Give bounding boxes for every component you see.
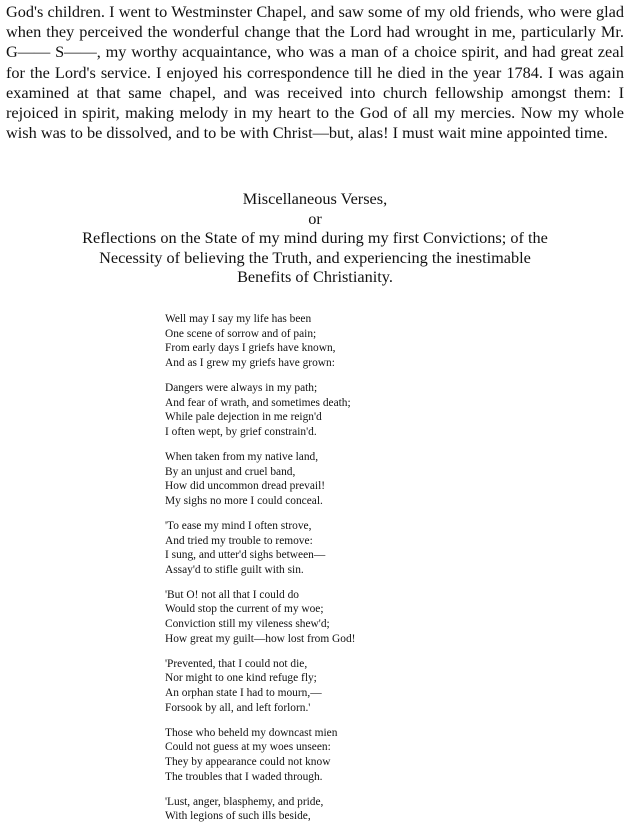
verse-line: My sighs no more I could conceal. (165, 494, 323, 507)
verse-line: Those who beheld my downcast mien (165, 726, 338, 739)
verse-line: Would stop the current of my woe; (165, 603, 324, 616)
verse-line: 'But O! not all that I could do (165, 588, 299, 601)
verse-line: By an unjust and cruel band, (165, 465, 296, 478)
verse-line: I often wept, by grief constrain'd. (165, 425, 317, 438)
verse-line: And fear of wrath, and sometimes death; (165, 396, 351, 409)
verse-line: And as I grew my griefs have grown: (165, 356, 335, 369)
verse-line: From early days I griefs have known, (165, 342, 336, 355)
verse-line: One scene of sorrow and of pain; (165, 327, 317, 340)
prose-paragraph: God's children. I went to Westminster Chapel, and saw some of my old friends, who were glad when they perceived the wonderful change that the Lord had wrought in me, particularly Mr. G—— S——, my worthy acquaintance, who was a man of a choice spirit, and had great zeal for the Lord's service. I enjoyed his correspondence till he died in the year 1784. I was again examined at that same chapel, and was received into church fellowship amongst them: I rejoiced in spirit, making melody in my heart to the God of all my mercies. Now my whole wish was to be dissolved, and to be with Christ—but, alas! I must wait mine appointed time. (6, 2, 624, 143)
verse-line: Conviction still my vileness shew'd; (165, 618, 330, 631)
heading-connector: or (308, 208, 322, 228)
verse-line: 'Prevented, that I could not die, (165, 657, 308, 670)
poem (165, 312, 545, 835)
verse-line: Assay'd to stifle guilt with sin. (165, 563, 304, 576)
verse-line: I sung, and utter'd sighs between— (165, 549, 326, 562)
verse-line: How great my guilt—how lost from God! (165, 632, 356, 645)
poem-stanza (165, 726, 545, 784)
verse-line: Nor might to one kind refuge fly; (165, 672, 317, 685)
verse-line: The troubles that I waded through. (165, 770, 323, 783)
heading-subtitle-line: Reflections on the State of my mind during my first Convictions; of the (82, 228, 548, 247)
poem-stanza (165, 588, 545, 646)
verse-line: While pale dejection in me reign'd (165, 411, 322, 424)
verses-heading (0, 189, 630, 287)
poem-stanza (165, 312, 545, 370)
prose-section (6, 2, 624, 143)
verse-line: With legions of such ills beside, (165, 810, 311, 823)
verse-line: 'To ease my mind I often strove, (165, 519, 312, 532)
verse-line: Could not guess at my woes unseen: (165, 741, 331, 754)
poem-stanza (165, 381, 545, 439)
heading-subtitle-line: Necessity of believing the Truth, and experiencing the inestimable (99, 247, 531, 267)
verse-line: Forsook by all, and left forlorn.' (165, 701, 311, 714)
verse-line: Dangers were always in my path; (165, 381, 318, 394)
poem-stanza (165, 519, 545, 577)
verse-line: Well may I say my life has been (165, 313, 312, 325)
verse-line: How did uncommon dread prevail! (165, 480, 326, 493)
heading-subtitle-line: Benefits of Christianity. (237, 267, 393, 286)
poem-stanza (165, 450, 545, 508)
verse-line: 'Lust, anger, blasphemy, and pride, (165, 795, 324, 808)
verse-line: An orphan state I had to mourn,— (165, 687, 322, 700)
poem-stanza (165, 795, 545, 824)
verse-line: They by appearance could not know (165, 756, 331, 768)
verse-line: And tried my trouble to remove: (165, 534, 313, 547)
verse-line: When taken from my native land, (165, 450, 319, 463)
poem-stanza (165, 657, 545, 715)
heading-title: Miscellaneous Verses, (242, 189, 388, 208)
